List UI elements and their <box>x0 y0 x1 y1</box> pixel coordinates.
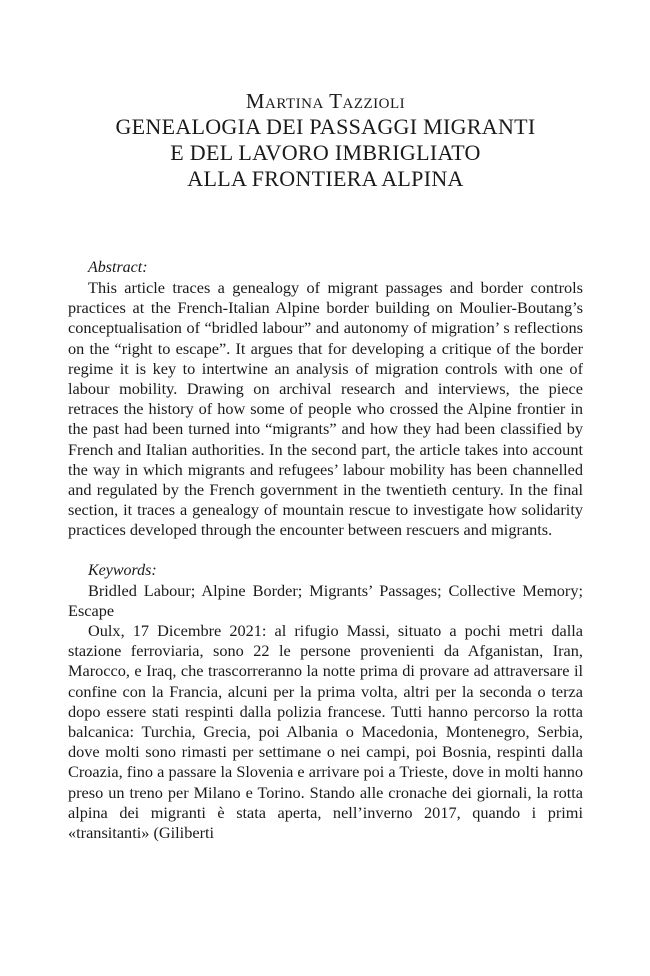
intro-paragraph: Oulx, 17 Dicembre 2021: al rifugio Massi, situato a pochi metri dalla stazione ferroviaria, sono 22 le persone provenienti da Afganistan, Iran, Marocco, e Iraq, che trascorreranno la notte prima di provare ad attraversare il confine con la Francia, alcuni per la prima volta, altri per la seconda o terza dopo essere stati respinti dalla polizia francese. Tutti hanno percorso la rotta balcanica: Turchia, Grecia, poi Albania o Macedonia, Montenegro, Serbia, dove molti sono rimasti per settimane o nei campi, poi Bosnia, respinti dalla Croazia, fino a passare la Slovenia e arrivare poi a Trieste, dove in molti hanno preso un treno per Milano e Torino. Stando alle cronache dei giornali, la rotta alpina dei migranti è stata aperta, nell’inverno 2017, quando i primi «transitanti» (Giliberti <box>68 621 583 843</box>
title-line-2: E DEL LAVORO IMBRIGLIATO <box>170 140 481 165</box>
article-title <box>68 114 583 192</box>
title-line-1: GENEALOGIA DEI PASSAGGI MIGRANTI <box>115 114 536 139</box>
abstract-label: Abstract: <box>88 259 148 276</box>
author-name: Martina Tazzioli <box>245 89 406 113</box>
article-page <box>68 88 583 843</box>
title-line-3: ALLA FRONTIERA ALPINA <box>187 166 464 191</box>
abstract-text: This article traces a genealogy of migrant passages and border controls practices at the French-Italian Alpine border building on Moulier-Boutang’s conceptualisation of “bridled labour” and autonomy of migration’ s reflections on the “right to escape”. It argues that for developing a critique of the border regime it is key to intertwine an analysis of migration controls with one of labour mobility. Drawing on archival research and interviews, the piece retraces the history of how some of people who crossed the Alpine frontier in the past had been turned into “migrants” and how they had been classified by French and Italian authorities. In the second part, the article takes into account the way in which migrants and refugees’ labour mobility has been channelled and regulated by the French government in the twentieth century. In the final section, it traces a genealogy of mountain rescue to investigate how solidarity practices developed through the encounter between rescuers and migrants. <box>68 278 583 540</box>
keywords-text: Bridled Labour; Alpine Border; Migrants’ Passages; Collective Memory; Escape <box>68 580 583 620</box>
keywords-label: Keywords: <box>88 561 157 579</box>
